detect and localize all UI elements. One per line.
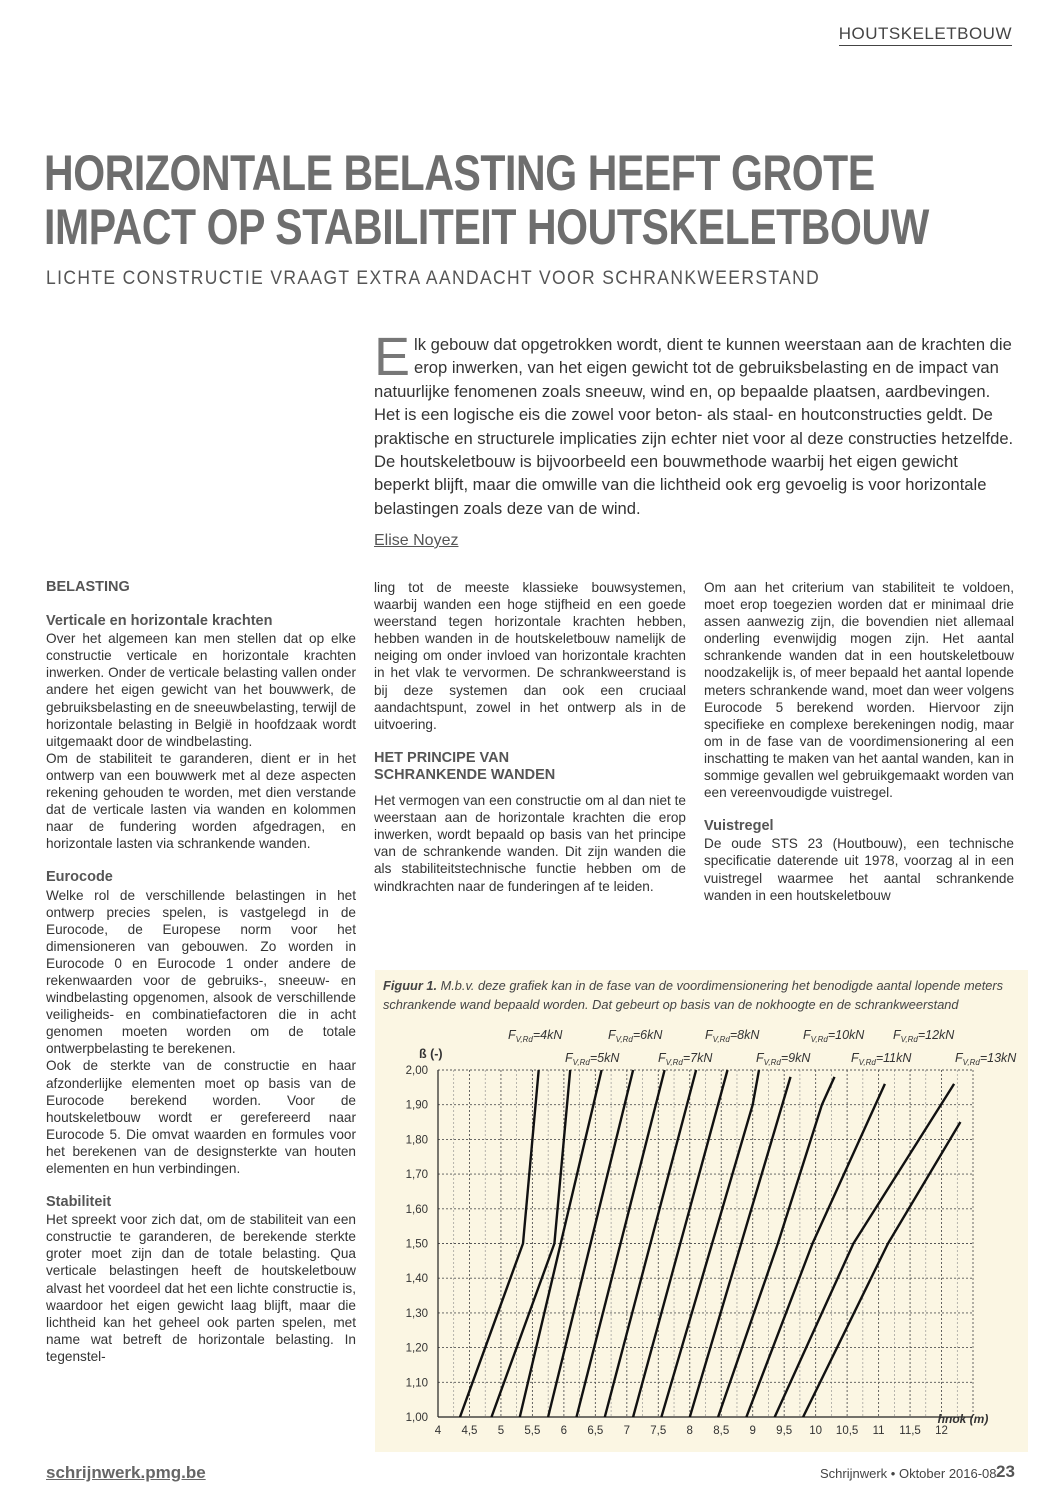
heading-stabiliteit: Stabiliteit: [46, 1194, 112, 1211]
stability-chart: [375, 970, 1028, 1452]
section-tag: HOUTSKELETBOUW: [839, 24, 1012, 46]
y-tick-label: 1,10: [405, 1377, 428, 1390]
heading-vuistregel: Vuistregel: [704, 818, 774, 835]
paragraph: De oude STS 23 (Houtbouw), een technische specificatie daterende uit 1978, voorzag al in een vuistregel waarmee het aantal schrankende wanden in een houtskeletbouw: [704, 836, 1014, 903]
title-line-1: HORIZONTALE BELASTING HEEFT GROTE: [44, 145, 875, 201]
y-axis-label: ß (-): [419, 1047, 443, 1061]
lead-text: lk gebouw dat opgetrokken wordt, dient te kunnen weerstaan aan de krachten die erop inwerken, van het eigen gewicht tot de gebruiksbelasting en de impact van natuurlijke fenomenen zoals sneeuw, wind en, op bepaalde plaatsen, aardbevingen. Het is een logische eis die zowel voor beton- als staal- en houtconstructies geldt. De praktische en structurele implicaties zijn echter niet voor al deze constructies hetzelfde. De houtskeletbouw is bijvoorbeeld een bouwmethode waarbij het eigen gewicht beperkt blijft, maar die omwille van die lichtheid ook erg gevoelig is voor horizontale belastingen zoals deze van de wind.: [374, 335, 1014, 518]
title-line-2: IMPACT OP STABILITEIT HOUTSKELETBOUW: [44, 199, 929, 255]
drop-cap: E: [374, 327, 411, 387]
y-tick-label: 1,00: [405, 1412, 428, 1424]
x-tick-label: 4,5: [461, 1425, 478, 1437]
figure-caption-label: Figuur 1.: [383, 978, 438, 993]
heading-eurocode: Eurocode: [46, 869, 113, 886]
footer-website-link[interactable]: schrijnwerk.pmg.be: [46, 1463, 206, 1482]
x-tick-label: 6,5: [587, 1425, 604, 1437]
paragraph: Om aan het criterium van stabiliteit te voldoen, moet erop toegezien worden dat er minimaal drie assen aanwezig zijn, die bovendien niet allemaal onderling evenwijdig mogen zijn. Het aantal schrankende wanden dat in een houtskeletbouw noodzakelijk is, of meer bepaald het aantal lopende meters schrankende wand, moet dan weer volgens Eurocode 5 berekend worden. Hiervoor zijn specifieke en complexe berekeningen nodig, maar om in de fase van de voordimensionering al een inschatting te maken van het aantal wanden, kan in sommige gevallen wel gebruikgemaakt worden van een vereenvoudigde vuistregel.: [704, 580, 1014, 801]
footer-publication: Schrijnwerk • Oktober 2016-08: [820, 1466, 997, 1481]
heading-principe-line-2: SCHRANKENDE WANDEN: [374, 766, 556, 783]
paragraph: Het vermogen van een constructie om al dan niet te weerstaan aan de horizontale krachten die erop inwerken, wordt bepaald op basis van het principe van de schrankende wanden. Dit zijn wanden die als stabiliteitstechnische functie hebben om de windkrachten naar de funderingen af te leiden.: [374, 793, 686, 894]
heading-principe: [374, 750, 686, 784]
article-title: [44, 145, 929, 255]
paragraph: Ook de sterkte van de constructie en haar afzonderlijke elementen moet op basis van de Eurocode berekend worden. Voor de houtskeletbouw wordt er gerefereerd naar Eurocode 5. Die omvat waarden en formules voor het berekenen van de designsterkte van houten elementen en hun verbindingen.: [46, 1058, 356, 1176]
y-tick-label: 1,90: [405, 1099, 428, 1112]
article-subtitle: LICHTE CONSTRUCTIE VRAAGT EXTRA AANDACHT VOOR SCHRANKWEERSTAND: [46, 268, 821, 289]
heading-belasting: BELASTING: [46, 579, 130, 595]
series-line: [775, 1084, 954, 1417]
figure-1: [375, 970, 1028, 1452]
x-tick-label: 8: [686, 1425, 693, 1437]
paragraph: ling tot de meeste klassieke bouwsystemen, waarbij wanden een hoge stijfheid en een goede weerstand tegen horizontale krachten hebben, hebben wanden in de houtskeletbouw namelijk de neiging om onder invloed van horizontale krachten in het vlak te vervormen. De schrankweerstand is bij deze systemen dan ook een cruciaal aandachtspunt, zowel in het ontwerp als in de uitvoering.: [374, 580, 686, 732]
series-label: $F_{V,Rd}=7kN$: [658, 1051, 713, 1067]
series-label: $F_{V,Rd}=13kN$: [955, 1051, 1017, 1067]
y-tick-label: 1,70: [405, 1169, 428, 1182]
paragraph: Het spreekt voor zich dat, om de stabiliteit van een constructie te garanderen, de berekende sterkte groter moet zijn dan de totale belasting. Qua verticale belastingen heeft de houtskeletbouw alvast het voordeel dat het een lichte constructie is, waardoor het eigen gewicht laag blijft, maar die lichtheid kan het geheel ook parten spelen, met name wat betreft de horizontale belasting. In tegenstel-: [46, 1212, 356, 1364]
x-tick-label: 11,5: [899, 1425, 921, 1437]
y-tick-label: 1,80: [405, 1134, 428, 1147]
x-tick-label: 10,5: [835, 1425, 859, 1437]
x-axis-label: hnok (m): [937, 1412, 989, 1426]
y-tick-label: 1,60: [405, 1203, 428, 1216]
author-byline[interactable]: Elise Noyez: [374, 532, 459, 549]
y-tick-label: 1,30: [405, 1307, 428, 1320]
page-number: 23: [996, 1462, 1015, 1481]
paragraph: Over het algemeen kan men stellen dat op elke constructie verticale en horizontale krachten inwerken. Onder de verticale belasting vallen onder andere het eigen gewicht van het bouwwerk, de gebruiksbelasting en de sneeuwbelasting, terwijl de horizontale belasting in België in hoofdzaak wordt uitgemaakt door de windbelasting.: [46, 631, 356, 749]
x-tick-label: 4: [434, 1425, 442, 1437]
x-tick-label: 9,5: [776, 1425, 793, 1437]
x-tick-label: 5: [497, 1425, 505, 1437]
series-line: [690, 1077, 791, 1417]
column-3: [704, 579, 1014, 904]
heading-principe-line-1: HET PRINCIPE VAN: [374, 749, 510, 766]
lead-paragraph: [374, 327, 1014, 520]
x-tick-label: 10: [809, 1425, 823, 1437]
y-tick-label: 2,00: [405, 1065, 428, 1077]
series-label: $F_{V,Rd}=10kN$: [803, 1028, 865, 1044]
column-1: [46, 579, 356, 1365]
paragraph: Welke rol de verschillende belastingen in het ontwerp precies spelen, is vastgelegd in de Eurocode, de Europese norm voor het dimensioneren van gebouwen. Zo worden in Eurocode 0 en Eurocode 1 onder andere de rekenwaarden voor de gebruiks-, sneeuw- en windbelasting opgenomen, alsook de verschillende veiligheids- en combinatiefactoren die in acht genomen moeten worden om de totale ontwerpbelasting te berekenen.: [46, 887, 356, 1057]
heading-krachten: Verticale en horizontale krachten: [46, 613, 273, 630]
series-label: $F_{V,Rd}=5kN$: [565, 1051, 620, 1067]
y-tick-label: 1,20: [405, 1342, 428, 1355]
series-label: $F_{V,Rd}=12kN$: [893, 1028, 955, 1044]
x-tick-label: 12: [935, 1425, 948, 1437]
figure-caption-text: M.b.v. deze grafiek kan in de fase van de voordimensionering het benodigde aantal lopende meters schrankende wand bepaald worden. Dat gebeurt op basis van de nokhoogte en de schrankweerstand: [383, 978, 1004, 1012]
series-label: $F_{V,Rd}=6kN$: [608, 1028, 663, 1044]
series-label: $F_{V,Rd}=9kN$: [756, 1051, 811, 1067]
x-tick-label: 6: [560, 1425, 568, 1437]
series-label: $F_{V,Rd}=4kN$: [508, 1028, 563, 1044]
column-2: [374, 579, 686, 895]
x-tick-label: 9: [749, 1425, 756, 1437]
y-tick-label: 1,50: [405, 1238, 428, 1251]
series-label: $F_{V,Rd}=8kN$: [705, 1028, 760, 1044]
paragraph: Om de stabiliteit te garanderen, dient er in het ontwerp van een bouwwerk met al deze aspecten rekening gehouden te worden, met dien verstande dat de verticale lasten via wanden en kolommen naar de fundering worden afgedragen, en horizontale lasten via schrankende wanden.: [46, 750, 356, 852]
x-tick-label: 11: [872, 1425, 885, 1437]
series-line: [803, 1122, 960, 1417]
x-tick-label: 5,5: [524, 1425, 541, 1437]
x-tick-label: 7,5: [650, 1425, 667, 1437]
x-tick-label: 8,5: [713, 1425, 730, 1437]
y-tick-label: 1,40: [405, 1273, 428, 1286]
series-label: $F_{V,Rd}=11kN$: [851, 1051, 912, 1067]
x-tick-label: 7: [623, 1425, 631, 1437]
